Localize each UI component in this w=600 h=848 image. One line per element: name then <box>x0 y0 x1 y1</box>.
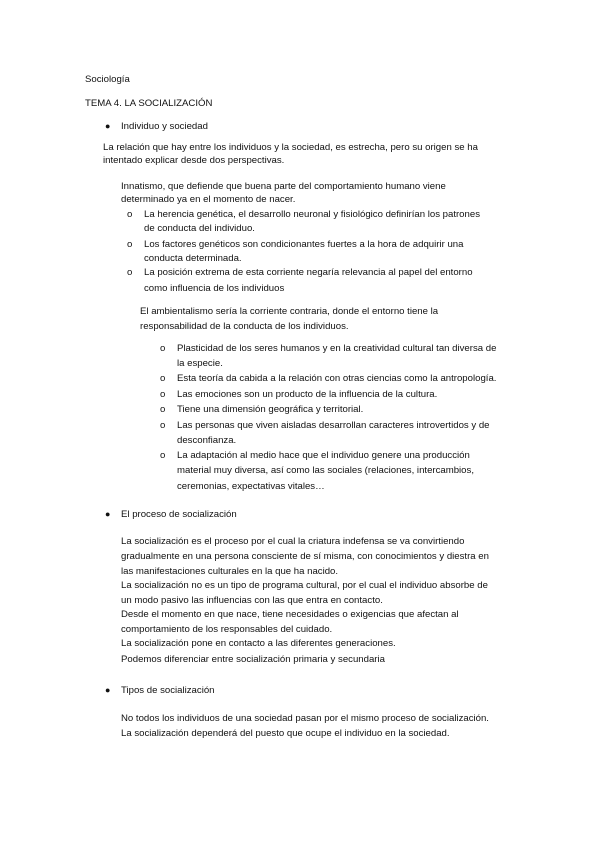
paragraph-line: un modo pasivo las influencias con las que entra en contacto. <box>121 595 383 606</box>
topic-title: TEMA 4. LA SOCIALIZACIÓN <box>85 98 213 109</box>
paragraph-line: Podemos diferenciar entre socialización primaria y secundaria <box>121 654 385 665</box>
list-item-line: de conducta del individuo. <box>144 223 255 234</box>
sub-bullet-icon: o <box>160 404 166 415</box>
list-item-line: material muy diversa, así como las sociales (relaciones, intercambios, <box>177 465 474 476</box>
sub-bullet-icon: o <box>160 373 166 384</box>
list-item-line: conducta determinada. <box>144 253 242 264</box>
paragraph-line: La socialización no es un tipo de programa cultural, por el cual el individuo absorbe de <box>121 580 488 591</box>
paragraph-line: La socialización dependerá del puesto que ocupe el individuo en la sociedad. <box>121 728 450 739</box>
list-item-line: La adaptación al medio hace que el individuo genere una producción <box>177 450 470 461</box>
list-item-line: la especie. <box>177 358 223 369</box>
sub-bullet-icon: o <box>160 389 166 400</box>
paragraph-line: La socialización es el proceso por el cual la criatura indefensa se va convirtiendo <box>121 536 465 547</box>
sub-bullet-icon: o <box>127 239 133 250</box>
paragraph-line: gradualmente en una persona consciente de sí misma, con conocimientos y diestra en <box>121 551 489 562</box>
sub-bullet-icon: o <box>127 209 133 220</box>
paragraph-line: responsabilidad de la conducta de los individuos. <box>140 321 349 332</box>
paragraph-line: intentado explicar desde dos perspectivas. <box>103 155 285 166</box>
list-item-line: La herencia genética, el desarrollo neuronal y fisiológico definirían los patrones <box>144 209 480 220</box>
section-heading-individuo: Individuo y sociedad <box>121 121 208 132</box>
sub-bullet-icon: o <box>127 267 133 278</box>
section-heading-proceso: El proceso de socialización <box>121 509 237 520</box>
list-item-line: Tiene una dimensión geográfica y territorial. <box>177 404 364 415</box>
list-item-line: como influencia de los individuos <box>144 283 285 294</box>
sub-bullet-icon: o <box>160 343 166 354</box>
list-item-line: ceremonias, expectativas vitales… <box>177 481 325 492</box>
paragraph-line: Desde el momento en que nace, tiene necesidades o exigencias que afectan al <box>121 609 459 620</box>
bullet-icon: ● <box>105 509 111 519</box>
paragraph-line: La socialización pone en contacto a las diferentes generaciones. <box>121 638 396 649</box>
sub-bullet-icon: o <box>160 450 166 461</box>
bullet-icon: ● <box>105 685 111 695</box>
paragraph-line: determinado ya en el momento de nacer. <box>121 194 296 205</box>
sub-bullet-icon: o <box>160 420 166 431</box>
paragraph-line: Innatismo, que defiende que buena parte del comportamiento humano viene <box>121 181 446 192</box>
list-item-line: Las personas que viven aisladas desarrollan caracteres introvertidos y de <box>177 420 490 431</box>
list-item-line: desconfianza. <box>177 435 237 446</box>
course-title: Sociología <box>85 74 130 85</box>
paragraph-line: las manifestaciones culturales en la que ha nacido. <box>121 566 339 577</box>
list-item-line: Los factores genéticos son condicionantes fuertes a la hora de adquirir una <box>144 239 464 250</box>
bullet-icon: ● <box>105 121 111 131</box>
list-item-line: Plasticidad de los seres humanos y en la creatividad cultural tan diversa de <box>177 343 497 354</box>
list-item-line: Las emociones son un producto de la influencia de la cultura. <box>177 389 438 400</box>
list-item-line: Esta teoría da cabida a la relación con otras ciencias como la antropología. <box>177 373 497 384</box>
paragraph-line: comportamiento de los responsables del cuidado. <box>121 624 333 635</box>
section-heading-tipos: Tipos de socialización <box>121 685 215 696</box>
paragraph-line: La relación que hay entre los individuos y la sociedad, es estrecha, pero su origen se ha <box>103 142 478 153</box>
paragraph-line: El ambientalismo sería la corriente contraria, donde el entorno tiene la <box>140 306 439 317</box>
paragraph-line: No todos los individuos de una sociedad pasan por el mismo proceso de socialización. <box>121 713 489 724</box>
list-item-line: La posición extrema de esta corriente negaría relevancia al papel del entorno <box>144 267 473 278</box>
